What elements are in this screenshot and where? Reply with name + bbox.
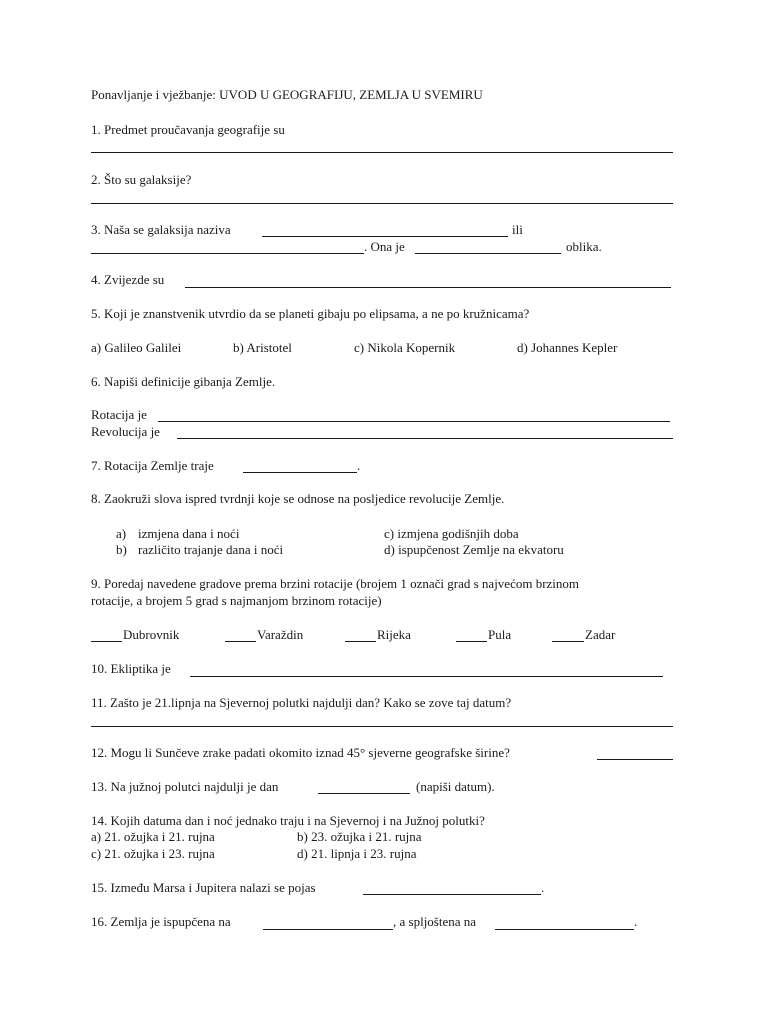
question-3-part1: 3. Naša se galaksija naziva <box>91 222 231 237</box>
answer-line-1[interactable] <box>91 152 673 153</box>
answer-line-2[interactable] <box>91 203 673 204</box>
city-zadar: Zadar <box>585 627 616 642</box>
question-1: 1. Predmet proučavanja geografije su <box>91 122 285 137</box>
answer-line-16a[interactable] <box>263 929 393 930</box>
question-3-part4: oblika. <box>566 239 602 254</box>
rank-blank-rijeka[interactable] <box>345 641 376 642</box>
question-15: 15. Između Marsa i Jupitera nalazi se pojas <box>91 880 316 895</box>
rotacija-label: Rotacija je <box>91 407 147 422</box>
question-13-part2: (napiši datum). <box>416 779 495 794</box>
city-pula: Pula <box>488 627 512 642</box>
question-9-line2: rotacije, a brojem 5 grad s najmanjom brzinom rotacije) <box>91 593 382 608</box>
q5-option-b[interactable]: b) Aristotel <box>233 340 292 355</box>
q14-option-c[interactable]: c) 21. ožujka i 23. rujna <box>91 846 215 861</box>
question-7: 7. Rotacija Zemlje traje <box>91 458 214 473</box>
answer-line-7[interactable] <box>243 472 357 473</box>
q8-option-a[interactable]: izmjena dana i noći <box>138 526 240 541</box>
question-11: 11. Zašto je 21.lipnja na Sjevernoj polutki najdulji dan? Kako se zove taj datum? <box>91 695 512 710</box>
question-7-end: . <box>357 458 361 473</box>
answer-line-16b[interactable] <box>495 929 634 930</box>
question-15-end: . <box>541 880 545 895</box>
city-varazdin: Varaždin <box>257 627 304 642</box>
question-2: 2. Što su galaksije? <box>91 172 192 187</box>
answer-line-3a[interactable] <box>262 236 508 237</box>
q8-option-d[interactable]: d) ispupčenost Zemlje na ekvatoru <box>384 542 564 557</box>
answer-line-3c[interactable] <box>415 253 561 254</box>
answer-line-11[interactable] <box>91 726 673 727</box>
answer-line-15[interactable] <box>363 894 541 895</box>
q5-option-c[interactable]: c) Nikola Kopernik <box>354 340 456 355</box>
city-dubrovnik: Dubrovnik <box>123 627 180 642</box>
q14-option-a[interactable]: a) 21. ožujka i 21. rujna <box>91 829 215 844</box>
question-12: 12. Mogu li Sunčeve zrake padati okomito iznad 45° sjeverne geografske širine? <box>91 745 510 760</box>
rank-blank-zadar[interactable] <box>552 641 584 642</box>
answer-line-12[interactable] <box>597 759 673 760</box>
revolucija-label: Revolucija je <box>91 424 160 439</box>
answer-line-10[interactable] <box>190 676 663 677</box>
rank-blank-varazdin[interactable] <box>225 641 256 642</box>
answer-line-6a[interactable] <box>158 421 670 422</box>
question-13-part1: 13. Na južnoj polutci najdulji je dan <box>91 779 279 794</box>
q8-option-b[interactable]: različito trajanje dana i noći <box>138 542 284 557</box>
city-rijeka: Rijeka <box>377 627 411 642</box>
q14-option-b[interactable]: b) 23. ožujka i 21. rujna <box>297 829 422 844</box>
question-4: 4. Zvijezde su <box>91 272 165 287</box>
answer-line-3b[interactable] <box>91 253 364 254</box>
answer-line-4[interactable] <box>185 287 671 288</box>
question-10: 10. Ekliptika je <box>91 661 171 676</box>
rank-blank-dubrovnik[interactable] <box>91 641 122 642</box>
rank-blank-pula[interactable] <box>456 641 487 642</box>
page-title: Ponavljanje i vježbanje: UVOD U GEOGRAFIJU, ZEMLJA U SVEMIRU <box>91 87 483 102</box>
question-3-part2: ili <box>512 222 523 237</box>
question-5: 5. Koji je znanstvenik utvrdio da se planeti gibaju po elipsama, a ne po kružnicama? <box>91 306 530 321</box>
question-3-part3: . Ona je <box>364 239 405 254</box>
q14-option-d[interactable]: d) 21. lipnja i 23. rujna <box>297 846 417 861</box>
q5-option-a[interactable]: a) Galileo Galilei <box>91 340 182 355</box>
answer-line-6b[interactable] <box>177 438 673 439</box>
question-16-part2: , a spljoštena na <box>393 914 477 929</box>
question-8: 8. Zaokruži slova ispred tvrdnji koje se odnose na posljedice revolucije Zemlje. <box>91 491 505 506</box>
q8-option-b-letter: b) <box>116 542 127 557</box>
q8-option-a-letter: a) <box>116 526 127 541</box>
question-16-part1: 16. Zemlja je ispupčena na <box>91 914 231 929</box>
question-6: 6. Napiši definicije gibanja Zemlje. <box>91 374 276 389</box>
answer-line-13[interactable] <box>318 793 410 794</box>
question-16-end: . <box>634 914 638 929</box>
q5-option-d[interactable]: d) Johannes Kepler <box>517 340 618 355</box>
question-9-line1: 9. Poredaj navedene gradove prema brzini rotacije (brojem 1 označi grad s najvećom brzinom <box>91 576 580 591</box>
question-14: 14. Kojih datuma dan i noć jednako traju i na Sjevernoj i na Južnoj polutki? <box>91 813 485 828</box>
q8-option-c[interactable]: c) izmjena godišnjih doba <box>384 526 519 541</box>
